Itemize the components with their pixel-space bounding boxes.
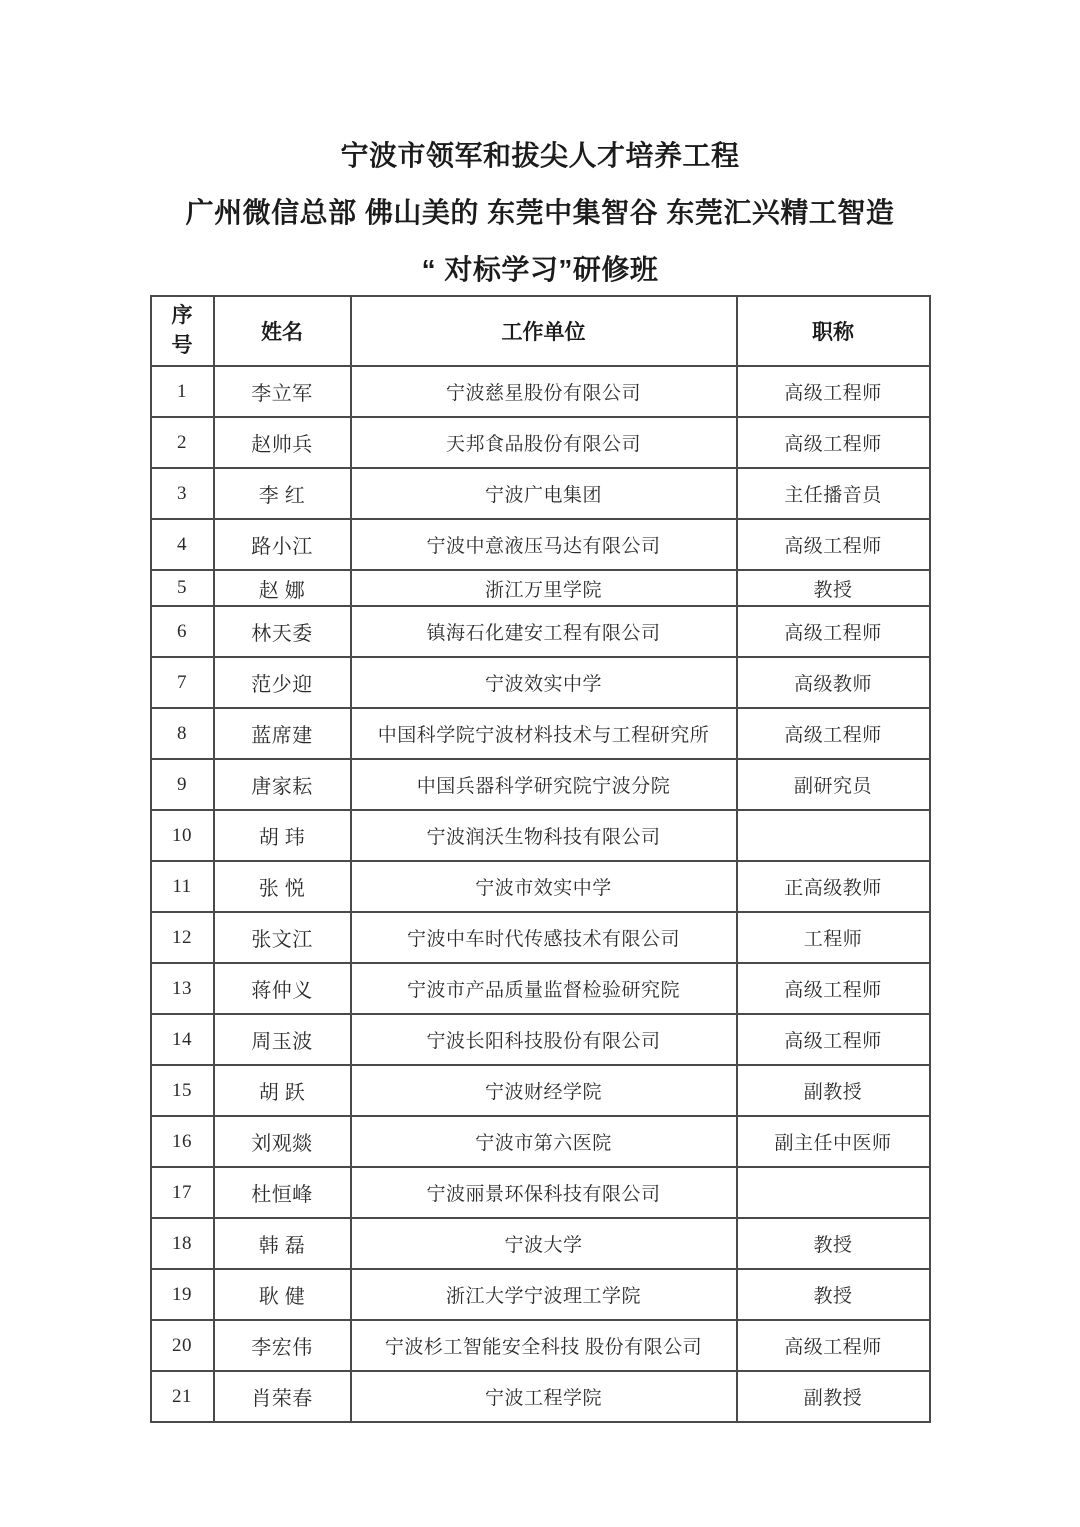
- name-cell: 范少迎: [214, 657, 351, 708]
- unit-cell: 浙江大学宁波理工学院: [351, 1269, 737, 1320]
- name-cell: 唐家耘: [214, 759, 351, 810]
- job-title-cell: 高级工程师: [737, 519, 930, 570]
- seq-cell: 8: [151, 708, 214, 759]
- job-title-cell: 高级工程师: [737, 417, 930, 468]
- job-title-cell: 正高级教师: [737, 861, 930, 912]
- seq-cell: 6: [151, 606, 214, 657]
- job-title-cell: 教授: [737, 1269, 930, 1320]
- unit-cell: 宁波大学: [351, 1218, 737, 1269]
- job-title-cell: 副研究员: [737, 759, 930, 810]
- name-cell: 赵 娜: [214, 570, 351, 606]
- job-title-cell: 主任播音员: [737, 468, 930, 519]
- seq-cell: 10: [151, 810, 214, 861]
- title-line-3: “ 对标学习”研修班: [421, 254, 659, 285]
- unit-cell: 宁波广电集团: [351, 468, 737, 519]
- name-cell: 杜恒峰: [214, 1167, 351, 1218]
- table-row: [151, 708, 930, 759]
- table-row: [151, 963, 930, 1014]
- unit-cell: 宁波中意液压马达有限公司: [351, 519, 737, 570]
- seq-cell: 16: [151, 1116, 214, 1167]
- unit-cell: 中国科学院宁波材料技术与工程研究所: [351, 708, 737, 759]
- name-cell: 蓝席建: [214, 708, 351, 759]
- seq-cell: 11: [151, 861, 214, 912]
- table-body: [151, 366, 930, 1422]
- unit-cell: 天邦食品股份有限公司: [351, 417, 737, 468]
- name-cell: 林天委: [214, 606, 351, 657]
- job-title-cell: 教授: [737, 570, 930, 606]
- column-header-name-cell: 姓名: [214, 296, 351, 366]
- seq-cell: 1: [151, 366, 214, 417]
- seq-cell: 5: [151, 570, 214, 606]
- unit-cell: 宁波工程学院: [351, 1371, 737, 1422]
- table-row: [151, 1320, 930, 1371]
- name-cell: 刘观燚: [214, 1116, 351, 1167]
- seq-cell: 13: [151, 963, 214, 1014]
- seq-cell: 21: [151, 1371, 214, 1422]
- job-title-cell: 高级工程师: [737, 1320, 930, 1371]
- table-row: [151, 1371, 930, 1422]
- unit-cell: 宁波丽景环保科技有限公司: [351, 1167, 737, 1218]
- name-cell: 胡 玮: [214, 810, 351, 861]
- unit-cell: 宁波润沃生物科技有限公司: [351, 810, 737, 861]
- table-row: [151, 657, 930, 708]
- unit-cell: 宁波市第六医院: [351, 1116, 737, 1167]
- job-title-cell: 高级工程师: [737, 606, 930, 657]
- column-header-seq-cell: 序号: [151, 296, 214, 366]
- job-title-cell: [737, 1167, 930, 1218]
- job-title-cell: [737, 810, 930, 861]
- table-row: [151, 1218, 930, 1269]
- seq-cell: 9: [151, 759, 214, 810]
- table-row: [151, 468, 930, 519]
- document-title-block: [0, 140, 1080, 285]
- table-row: [151, 519, 930, 570]
- job-title-cell: 高级教师: [737, 657, 930, 708]
- seq-cell: 4: [151, 519, 214, 570]
- table-row: [151, 1014, 930, 1065]
- table-row: [151, 1065, 930, 1116]
- unit-cell: 镇海石化建安工程有限公司: [351, 606, 737, 657]
- table-row: [151, 417, 930, 468]
- unit-cell: 宁波中车时代传感技术有限公司: [351, 912, 737, 963]
- unit-cell: 宁波长阳科技股份有限公司: [351, 1014, 737, 1065]
- name-cell: 韩 磊: [214, 1218, 351, 1269]
- seq-cell: 18: [151, 1218, 214, 1269]
- title-line-2: 广州微信总部 佛山美的 东莞中集智谷 东莞汇兴精工智造: [185, 197, 895, 228]
- seq-cell: 7: [151, 657, 214, 708]
- table-row: [151, 1167, 930, 1218]
- name-cell: 张 悦: [214, 861, 351, 912]
- name-cell: 李立军: [214, 366, 351, 417]
- seq-cell: 15: [151, 1065, 214, 1116]
- name-cell: 李 红: [214, 468, 351, 519]
- header-row: [151, 296, 930, 366]
- unit-cell: 中国兵器科学研究院宁波分院: [351, 759, 737, 810]
- name-cell: 胡 跃: [214, 1065, 351, 1116]
- table-row: [151, 366, 930, 417]
- job-title-cell: 高级工程师: [737, 963, 930, 1014]
- table-row: [151, 1269, 930, 1320]
- seq-cell: 20: [151, 1320, 214, 1371]
- job-title-cell: 高级工程师: [737, 1014, 930, 1065]
- unit-cell: 宁波慈星股份有限公司: [351, 366, 737, 417]
- name-cell: 路小江: [214, 519, 351, 570]
- table-row: [151, 861, 930, 912]
- table-row: [151, 759, 930, 810]
- job-title-cell: 高级工程师: [737, 366, 930, 417]
- table-row: [151, 1116, 930, 1167]
- table-row: [151, 606, 930, 657]
- column-header-unit-cell: 工作单位: [351, 296, 737, 366]
- unit-cell: 浙江万里学院: [351, 570, 737, 606]
- unit-cell: 宁波财经学院: [351, 1065, 737, 1116]
- seq-cell: 14: [151, 1014, 214, 1065]
- table-row: [151, 570, 930, 606]
- job-title-cell: 高级工程师: [737, 708, 930, 759]
- seq-cell: 2: [151, 417, 214, 468]
- job-title-cell: 副教授: [737, 1371, 930, 1422]
- name-cell: 赵帅兵: [214, 417, 351, 468]
- job-title-cell: 教授: [737, 1218, 930, 1269]
- table-row: [151, 912, 930, 963]
- seq-cell: 3: [151, 468, 214, 519]
- seq-cell: 17: [151, 1167, 214, 1218]
- unit-cell: 宁波杉工智能安全科技 股份有限公司: [351, 1320, 737, 1371]
- unit-cell: 宁波效实中学: [351, 657, 737, 708]
- roster-table: [150, 295, 931, 1423]
- name-cell: 张文江: [214, 912, 351, 963]
- job-title-cell: 副主任中医师: [737, 1116, 930, 1167]
- name-cell: 蒋仲义: [214, 963, 351, 1014]
- job-title-cell: 工程师: [737, 912, 930, 963]
- name-cell: 李宏伟: [214, 1320, 351, 1371]
- table-row: [151, 810, 930, 861]
- job-title-cell: 副教授: [737, 1065, 930, 1116]
- unit-cell: 宁波市效实中学: [351, 861, 737, 912]
- name-cell: 肖荣春: [214, 1371, 351, 1422]
- column-header-job-title-cell: 职称: [737, 296, 930, 366]
- seq-cell: 19: [151, 1269, 214, 1320]
- name-cell: 耿 健: [214, 1269, 351, 1320]
- unit-cell: 宁波市产品质量监督检验研究院: [351, 963, 737, 1014]
- seq-cell: 12: [151, 912, 214, 963]
- title-line-1: 宁波市领军和拔尖人才培养工程: [340, 140, 740, 171]
- name-cell: 周玉波: [214, 1014, 351, 1065]
